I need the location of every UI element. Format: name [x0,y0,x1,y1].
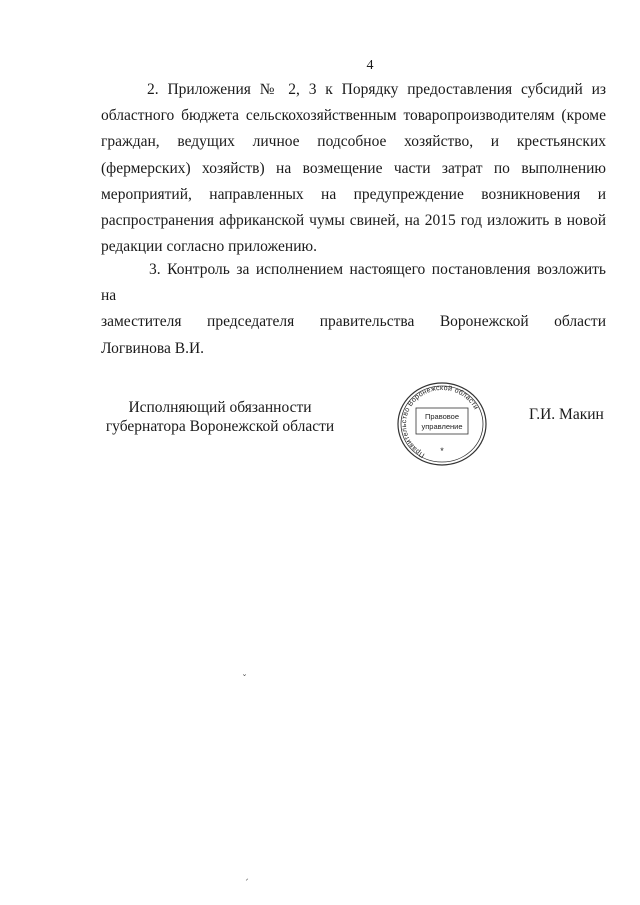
paragraph-3-line-2: заместителя председателя правительства Воронежской области [101,313,606,331]
paragraph-3 [101,257,606,362]
paragraph-2-text: 2. Приложения № 2, 3 к Порядку предоставления субсидий из областного бюджета сельскохозяйственным товаропроизводителям (кроме граждан, ведущих личное подсобное хозяйство, и крестьянских (фермерских) хозяйств) на возмещение части затрат по выполнению мероприятий, направленных на предупреждение возникновения и распространения африканской чумы свиней, на 2015 год изложить в новой редакции согласно приложению. [101,81,606,256]
seal-stamp-icon [394,378,490,466]
seal-inner-line-2: управление [421,422,463,431]
seal-outer-text: Правительство Воронежской области [400,384,480,459]
signatory-position-line-2: губернатора Воронежской области [105,418,335,435]
signatory-name: Г.И. Макин [529,406,604,423]
page-number [0,58,640,74]
signatory-position [100,398,340,436]
signatory-position-line-1: Исполняющий обязанности [128,399,312,416]
page-number-text: 4 [366,58,374,73]
paragraph-2 [101,77,606,260]
seal-inner-line-1: Правовое [424,412,460,421]
scan-mark-1: ˇ [242,674,247,685]
paragraph-3-line-1: 3. Контроль за исполнением настоящего постановления возложить на [101,261,606,305]
paragraph-3-line-3: Логвинова В.И. [101,339,205,357]
seal-star: * [440,446,444,456]
scan-mark-2: ˏ [244,870,249,881]
official-seal [394,378,490,466]
